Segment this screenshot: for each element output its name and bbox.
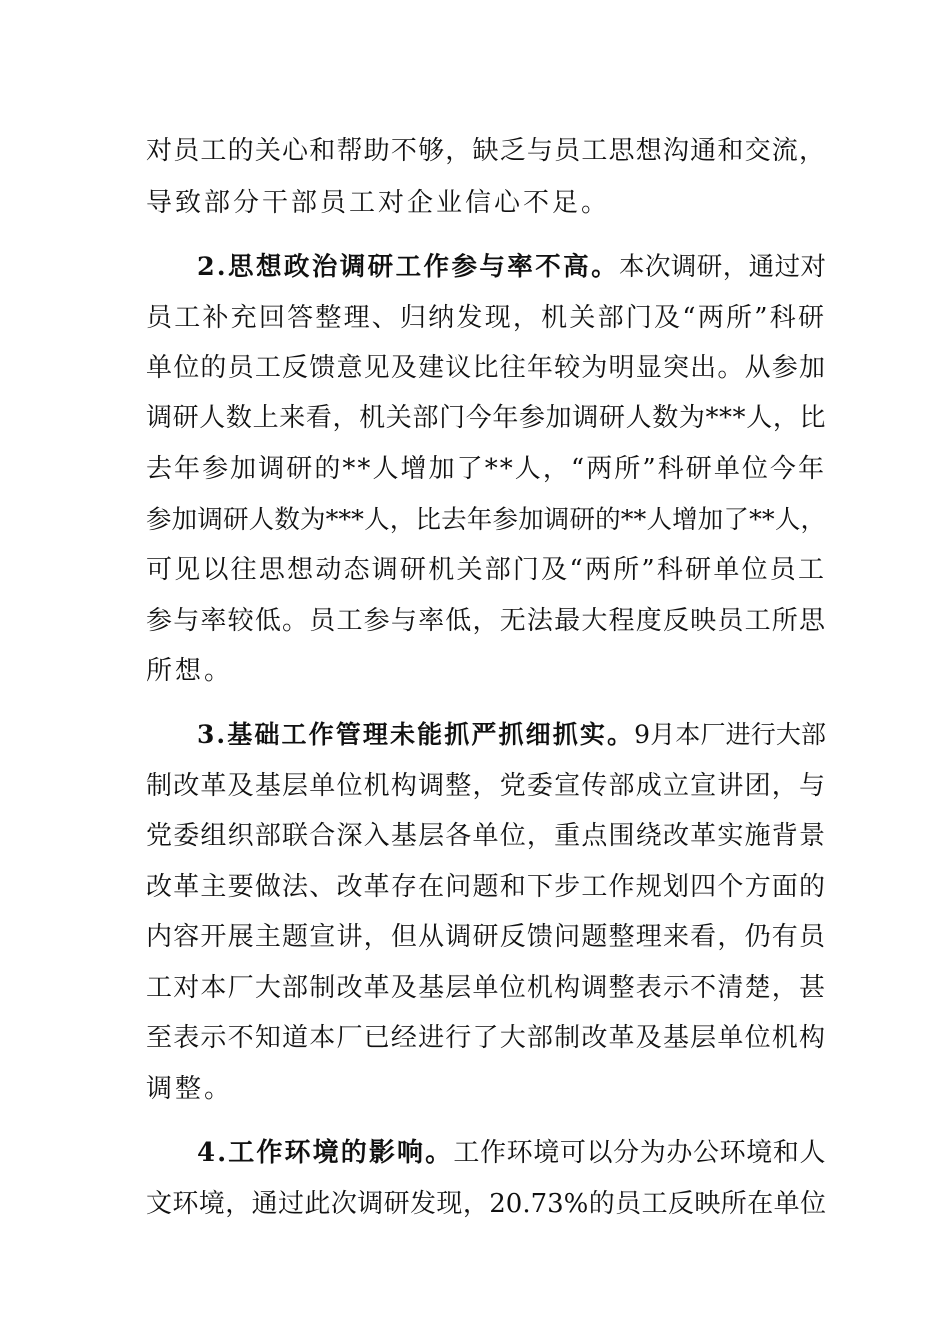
paragraph-3-line-4: 改革主要做法、改革存在问题和下步工作规划四个方面的 xyxy=(146,872,826,902)
paragraph-4-heading: 4.工作环境的影响。 xyxy=(197,1138,454,1168)
paragraph-4-line-1 xyxy=(197,1136,826,1170)
paragraph-1-line-1: 对员工的关心和帮助不够，缺乏与员工思想沟通和交流， xyxy=(146,136,826,166)
paragraph-2-line-5: 去年参加调研的**人增加了**人，“两所”科研单位今年 xyxy=(146,454,826,484)
paragraph-3-line-2: 制改革及基层单位机构调整，党委宣传部成立宣讲团，与 xyxy=(146,771,826,801)
paragraph-3-line-6: 工对本厂大部制改革及基层单位机构调整表示不清楚，甚 xyxy=(146,973,826,1003)
paragraph-4-line-2: 文环境，通过此次调研发现，20.73%的员工反映所在单位 xyxy=(146,1189,826,1219)
paragraph-2-line-3: 单位的员工反馈意见及建议比往年较为明显突出。从参加 xyxy=(146,353,826,383)
paragraph-3-line-5: 内容开展主题宣讲，但从调研反馈问题整理来看，仍有员 xyxy=(146,922,826,952)
paragraph-1-line-2: 导致部分干部员工对企业信心不足。 xyxy=(146,188,611,218)
paragraph-2-line-9: 所想。 xyxy=(146,656,234,686)
paragraph-2-line-1-text: 本次调研，通过对 xyxy=(619,252,826,282)
paragraph-3-line-1 xyxy=(197,718,826,752)
paragraph-4-line-1-text: 工作环境可以分为办公环境和人 xyxy=(453,1138,826,1168)
paragraph-2-line-7: 可见以往思想动态调研机关部门及“两所”科研单位员工 xyxy=(146,555,826,585)
paragraph-2-line-8: 参与率较低。员工参与率低，无法最大程度反映员工所思 xyxy=(146,606,826,636)
paragraph-3-line-1-text: 9月本厂进行大部 xyxy=(634,720,826,749)
paragraph-3-line-3: 党委组织部联合深入基层各单位，重点围绕改革实施背景 xyxy=(146,821,826,851)
paragraph-2-line-1 xyxy=(197,250,826,284)
paragraph-3-line-8: 调整。 xyxy=(146,1074,234,1104)
paragraph-3-line-7: 至表示不知道本厂已经进行了大部制改革及基层单位机构 xyxy=(146,1023,826,1053)
paragraph-2-line-2: 员工补充回答整理、归纳发现，机关部门及“两所”科研 xyxy=(146,303,826,333)
paragraph-3-heading: 3.基础工作管理未能抓严抓细抓实。 xyxy=(197,720,635,749)
paragraph-2-line-4: 调研人数上来看，机关部门今年参加调研人数为***人，比 xyxy=(146,403,826,433)
paragraph-2-heading: 2.思想政治调研工作参与率不高。 xyxy=(197,252,620,282)
paragraph-2-line-6: 参加调研人数为***人，比去年参加调研的**人增加了**人， xyxy=(146,505,826,535)
